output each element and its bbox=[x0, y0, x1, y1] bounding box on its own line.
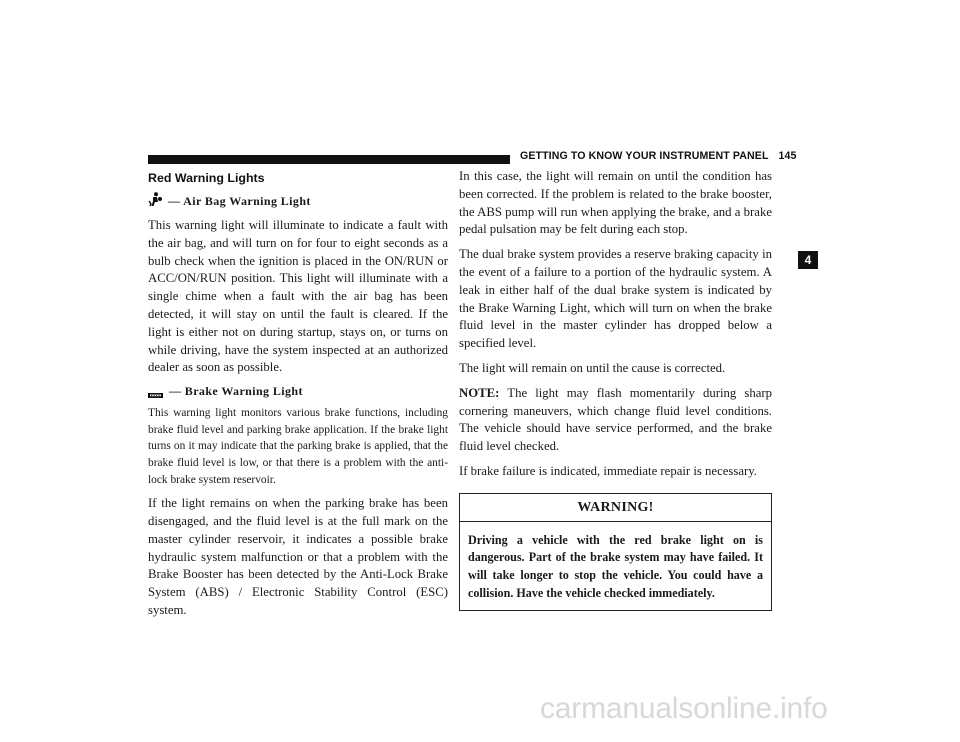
left-column bbox=[148, 168, 448, 627]
brake-warning-icon bbox=[148, 388, 163, 395]
watermark: carmanualsonline.info bbox=[540, 692, 828, 725]
warning-box bbox=[459, 493, 772, 611]
chapter-tab: 4 bbox=[798, 251, 818, 269]
airbag-heading: — Air Bag Warning Light bbox=[168, 194, 311, 208]
page-number: 145 bbox=[778, 150, 797, 162]
warning-title: WARNING! bbox=[460, 494, 771, 522]
airbag-warning-icon bbox=[148, 192, 162, 211]
note-paragraph bbox=[459, 385, 772, 456]
note-text: The light may flash momentarily during sharp cornering maneuvers, which change fluid level conditions. The vehicle should have service performed, and the brake fluid level checked. bbox=[459, 385, 772, 454]
warning-text: Driving a vehicle with the red brake light on is dangerous. Part of the brake system may have failed. It will take longer to stop the vehicle. You could have a collision. Have the vehicle checked immediately. bbox=[468, 532, 763, 600]
section-title: Red Warning Lights bbox=[148, 171, 265, 185]
header-title: GETTING TO KNOW YOUR INSTRUMENT PANEL bbox=[520, 150, 769, 162]
airbag-subheading bbox=[148, 192, 448, 211]
header-rule bbox=[148, 155, 510, 164]
airbag-paragraph: This warning light will illuminate to indicate a fault with the air bag, and will turn on for four to eight seconds as a bulb check when the ignition is placed in the ON/RUN or ACC/ON/RUN position. This light will illuminate with a single chime when a fault with the air bag has been detected, it will stay on until the fault is cleared. If the light is either not on during startup, stays on, or turns on while driving, have the system inspected at an authorized dealer as soon as possible. bbox=[148, 218, 448, 375]
brake-heading: — Brake Warning Light bbox=[169, 384, 303, 399]
note-label: NOTE: bbox=[459, 385, 500, 400]
right-paragraph-1: In this case, the light will remain on until the condition has been corrected. If the problem is related to the brake booster, the ABS pump will run when applying the brake, and a brake pedal pulsation may be felt during each stop. bbox=[459, 169, 772, 237]
brake-subheading bbox=[148, 384, 448, 399]
brake-paragraph-2: If the light remains on when the parking brake has been disengaged, and the fluid level is at the full mark on the master cylinder reservoir, it indicates a possible brake hydraulic system malfunction or that a problem with the Brake Booster has been detected by the Anti-Lock Brake System (ABS) / Electronic Stability Control (ESC) system. bbox=[148, 496, 448, 617]
right-paragraph-2: The dual brake system provides a reserve braking capacity in the event of a failure to a portion of the hydraulic system. A leak in either half of the dual brake system is indicated by the Brake Warning Light, which will turn on when the brake fluid level in the master cylinder has dropped below a specified level. bbox=[459, 247, 772, 351]
right-paragraph-3: The light will remain on until the cause is corrected. bbox=[459, 360, 726, 375]
right-paragraph-4: If brake failure is indicated, immediate repair is necessary. bbox=[459, 463, 757, 478]
running-header bbox=[520, 150, 797, 162]
brake-paragraph-1: This warning light monitors various brake functions, including brake fluid level and parking brake application. If the brake light turns on it may indicate that the parking brake is applied, that the brake fluid level is low, or that there is a problem with the anti-lock brake system reservoir. bbox=[148, 407, 448, 486]
right-column bbox=[459, 168, 772, 611]
